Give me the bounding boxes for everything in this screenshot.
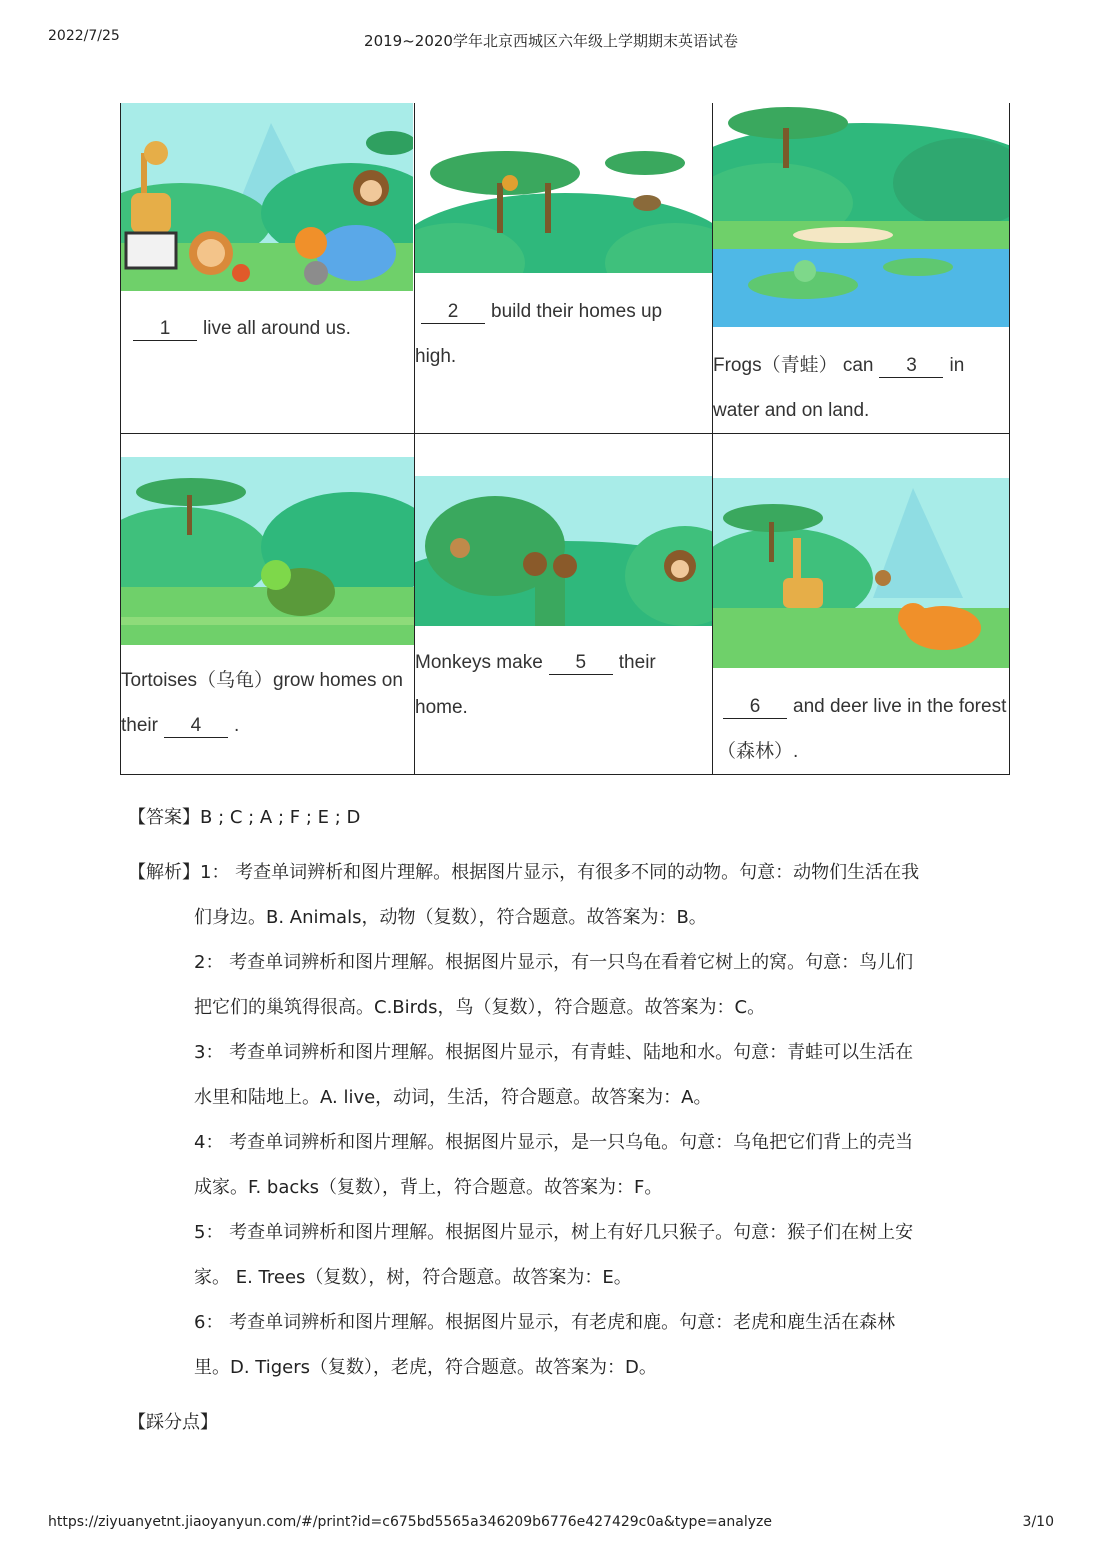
answer-blank-1[interactable]: 1 bbox=[133, 318, 197, 341]
analysis-line: 2： 考查单词辨析和图片理解。根据图片显示，有一只鸟在看着它树上的窝。句意：鸟儿们 bbox=[194, 952, 914, 973]
analysis-line: 们身边。B. Animals，动物（复数），符合题意。故答案为：B。 bbox=[194, 907, 707, 928]
analysis-line: 3： 考查单词辨析和图片理解。根据图片显示，有青蛙、陆地和水。句意：青蛙可以生活在 bbox=[194, 1042, 914, 1063]
animals-illustration bbox=[121, 103, 413, 291]
document-title: 2019~2020学年北京西城区六年级上学期期末英语试卷 bbox=[364, 32, 738, 50]
analysis-line: 水里和陆地上。A. live，动词，生活，符合题意。故答案为：A。 bbox=[194, 1087, 712, 1108]
table-cell-1 bbox=[121, 103, 414, 433]
analysis-line: 家。 E. Trees（复数），树，符合题意。故答案为：E。 bbox=[194, 1267, 632, 1288]
table-cell-6 bbox=[713, 434, 1009, 774]
analysis-label: 【解析】 bbox=[128, 862, 200, 883]
table-cell-5 bbox=[415, 434, 712, 774]
cell-1-text: live all around us. bbox=[203, 318, 351, 339]
analysis-line: 把它们的巢筑得很高。C.Birds，鸟（复数），符合题意。故答案为：C。 bbox=[194, 997, 766, 1018]
cell-5-text-before: Monkeys make bbox=[415, 652, 543, 673]
answer-blank-6[interactable]: 6 bbox=[723, 696, 787, 719]
analysis-section bbox=[128, 850, 1008, 1390]
cell-5-text-after: their home. bbox=[415, 652, 656, 718]
footer-url[interactable]: https://ziyuanyetnt.jiaoyanyun.com/#/print?id=c675bd5565a346209b6776e427429c0a&type=analyze bbox=[48, 1514, 772, 1530]
cell-2-caption bbox=[415, 289, 705, 379]
analysis-text: 1： 考查单词辨析和图片理解。根据图片显示，有很多不同的动物。句意：动物们生活在我 bbox=[200, 862, 920, 883]
table-cell-2 bbox=[415, 103, 712, 433]
cell-6-text: and deer live in the forest（森林）. bbox=[717, 696, 1007, 762]
analysis-line: 5： 考查单词辨析和图片理解。根据图片显示，树上有好几只猴子。句意：猴子们在树上安 bbox=[194, 1222, 914, 1243]
frog-pond-illustration bbox=[713, 103, 1009, 327]
header-date: 2022/7/25 bbox=[48, 28, 120, 44]
analysis-line: 里。D. Tigers（复数），老虎，符合题意。故答案为：D。 bbox=[194, 1357, 657, 1378]
answer-blank-3[interactable]: 3 bbox=[879, 355, 943, 378]
answer-line bbox=[128, 803, 360, 829]
cell-5-caption bbox=[415, 640, 705, 730]
analysis-line: 成家。F. backs（复数），背上，符合题意。故答案为：F。 bbox=[194, 1177, 663, 1198]
analysis-line bbox=[128, 850, 1008, 895]
cell-3-text-after: in water and on land. bbox=[713, 355, 965, 421]
answer-label: 【答案】 bbox=[128, 807, 200, 828]
table-cell-3 bbox=[713, 103, 1009, 433]
answer-text: B ; C ; A ; F ; E ; D bbox=[200, 807, 361, 828]
page-number: 3/10 bbox=[1022, 1514, 1054, 1530]
question-table bbox=[120, 103, 1010, 775]
tortoise-illustration bbox=[121, 457, 414, 645]
cell-4-text-after: . bbox=[233, 715, 240, 736]
answer-blank-5[interactable]: 5 bbox=[549, 652, 613, 675]
cell-4-text-before: Tortoises（乌龟）grow homes on their bbox=[121, 670, 403, 736]
cell-3-caption bbox=[713, 343, 1003, 433]
cell-3-text-before: Frogs（青蛙） can bbox=[713, 355, 874, 376]
cell-6-caption bbox=[717, 684, 1007, 774]
answer-blank-2[interactable]: 2 bbox=[421, 301, 485, 324]
analysis-line: 4： 考查单词辨析和图片理解。根据图片显示，是一只乌龟。句意：乌龟把它们背上的壳当 bbox=[194, 1132, 914, 1153]
monkeys-illustration bbox=[415, 476, 712, 626]
answer-blank-4[interactable]: 4 bbox=[164, 715, 228, 738]
cell-2-text: build their homes up high. bbox=[415, 301, 663, 367]
table-border-right bbox=[1009, 103, 1010, 775]
tiger-deer-illustration bbox=[713, 478, 1009, 668]
table-cell-4 bbox=[121, 434, 414, 774]
cell-1-caption bbox=[127, 306, 412, 351]
analysis-line: 6： 考查单词辨析和图片理解。根据图片显示，有老虎和鹿。句意：老虎和鹿生活在森林 bbox=[194, 1312, 896, 1333]
score-point-heading: 【踩分点】 bbox=[128, 1412, 218, 1433]
bird-nest-illustration bbox=[415, 143, 712, 273]
cell-4-caption bbox=[121, 658, 414, 748]
table-border-bottom bbox=[120, 774, 1010, 775]
